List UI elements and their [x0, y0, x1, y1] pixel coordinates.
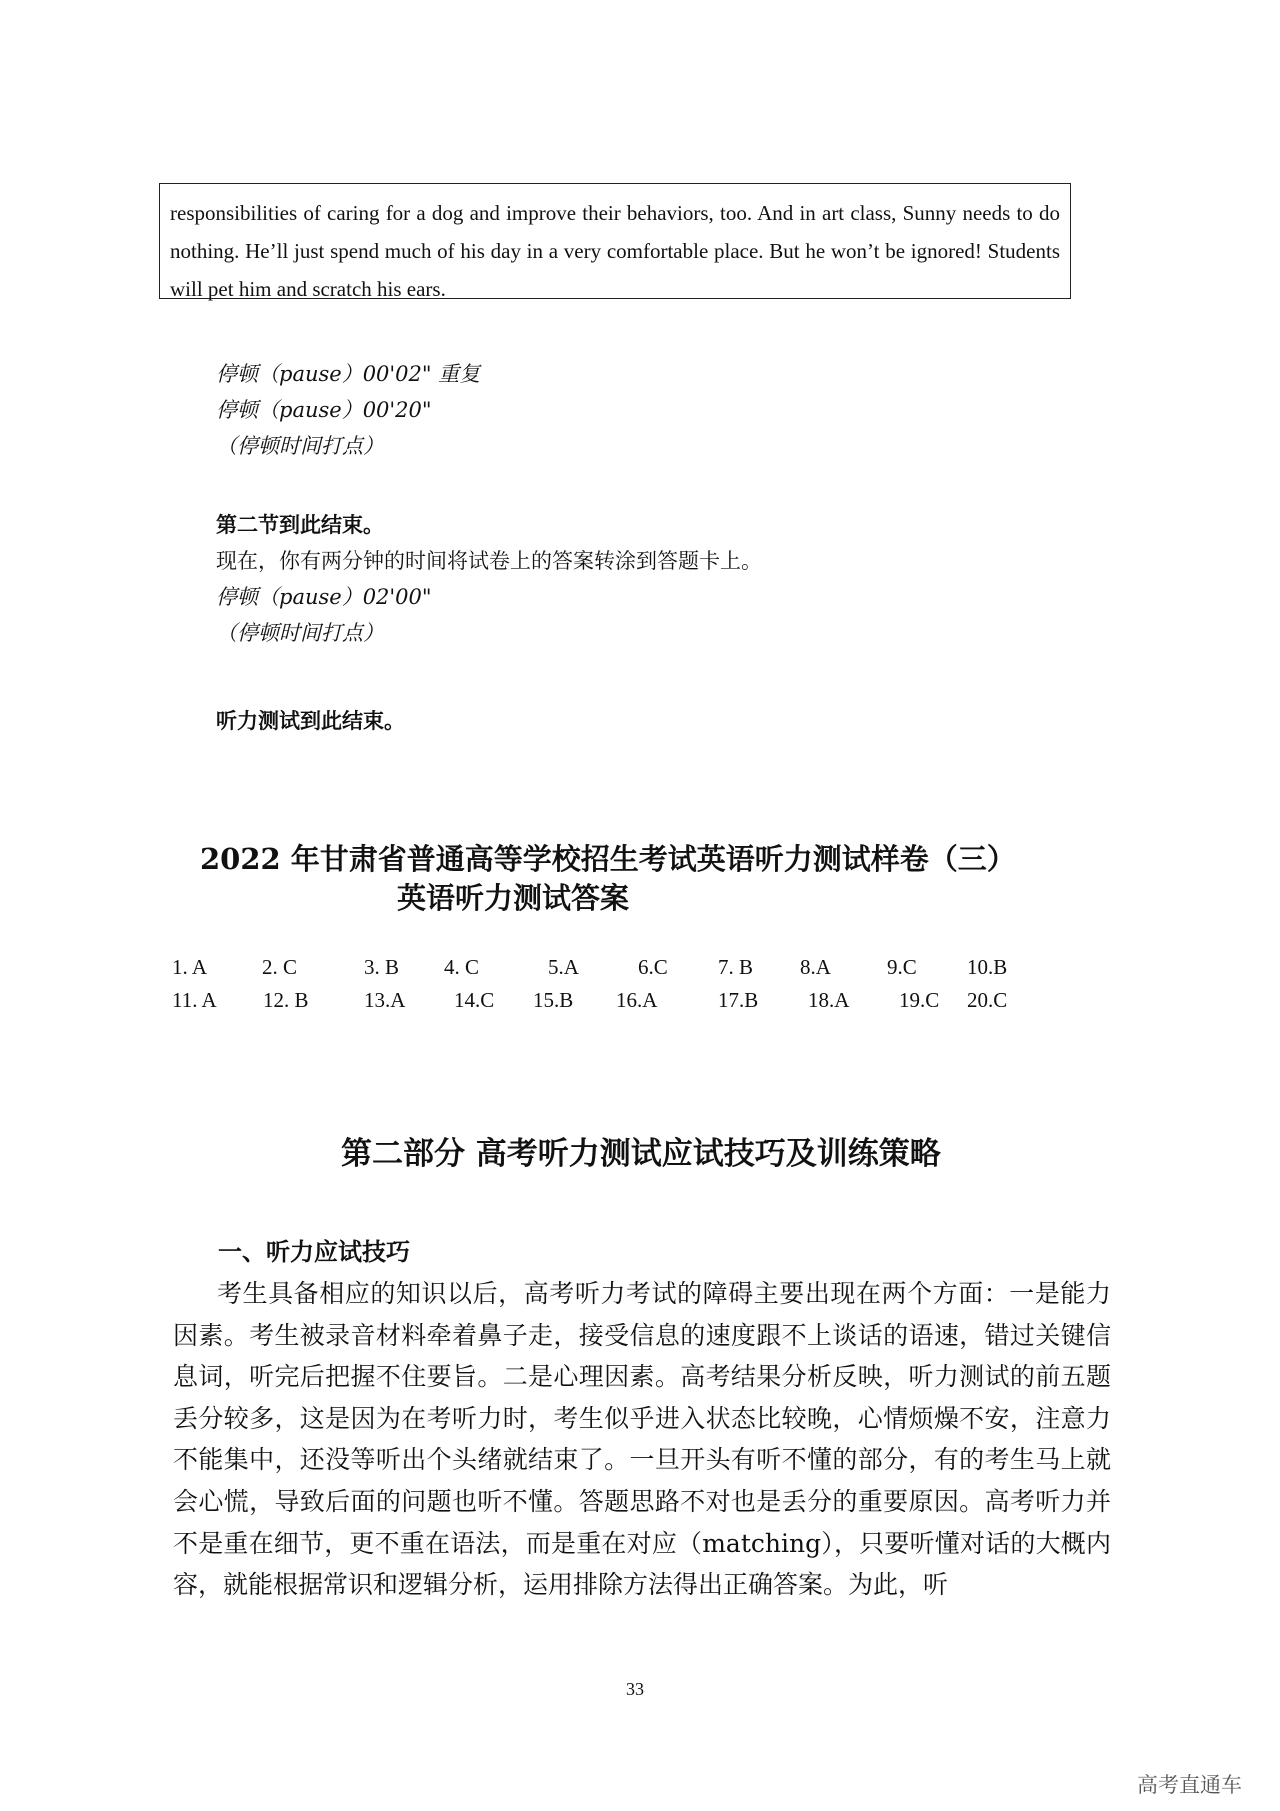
answer-item: 1. A	[172, 955, 208, 979]
answer-item: 10.B	[967, 955, 1008, 979]
pause-mark: （停顿时间打点）	[216, 621, 384, 645]
answer-item: 19.C	[899, 988, 940, 1012]
section-end-block	[216, 507, 762, 651]
part-two-title: 第二部分 高考听力测试应试技巧及训练策略	[341, 1136, 941, 1172]
answer-key-title: 2022 年甘肃省普通高等学校招生考试英语听力测试样卷（三）	[200, 842, 1016, 876]
answer-item: 3. B	[364, 955, 400, 979]
answer-item: 17.B	[718, 988, 759, 1012]
test-end-block	[216, 703, 405, 739]
answer-item: 2. C	[262, 955, 298, 979]
pause-line: 停顿（pause）00'20"	[216, 398, 432, 422]
section-heading: 一、听力应试技巧	[218, 1237, 410, 1266]
watermark: 高考直通车	[1137, 1773, 1242, 1797]
answer-item: 6.C	[638, 955, 668, 979]
answer-item: 11. A	[172, 988, 217, 1012]
answer-item: 18.A	[808, 988, 850, 1012]
answer-item: 5.A	[548, 955, 579, 979]
answer-item: 9.C	[887, 955, 917, 979]
paragraph-text: 考生具备相应的知识以后，高考听力考试的障碍主要出现在两个方面：一是能力因素。考生被录音材料牵着鼻子走，接受信息的速度跟不上谈话的语速，错过关键信息词，听完后把握不住要旨。二是心理因素。高考结果分析反映，听力测试的前五题丢分较多，这是因为在考听力时，考生似乎进入状态比较晚，心情烦燥不安，注意力不能集中，还没等听出个头绪就结束了。一旦开头有听不懂的部分，有的考生马上就会心慌，导致后面的问题也听不懂。答题思路不对也是丢分的重要原因。高考听力并不是重在细节，更不重在语法，而是重在对应（matching），只要听懂对话的大概内容，就能根据常识和逻辑分析，运用排除方法得出正确答案。为此，听	[173, 1279, 1111, 1600]
test-end-text: 听力测试到此结束。	[216, 708, 405, 733]
answer-item: 16.A	[616, 988, 658, 1012]
transcript-box	[159, 183, 1071, 299]
pause-block-1	[216, 356, 480, 464]
answer-item: 8.A	[800, 955, 831, 979]
answer-item: 7. B	[718, 955, 754, 979]
pause-line: 停顿（pause）00'02" 重复	[216, 362, 481, 386]
answer-item: 12. B	[263, 988, 309, 1012]
pause-line: 停顿（pause）02'00"	[216, 585, 432, 609]
page-number: 33	[626, 1679, 644, 1699]
answer-key-subtitle: 英语听力测试答案	[397, 881, 630, 915]
section-end-heading: 第二节到此结束。	[216, 512, 384, 537]
transcript-text: responsibilities of caring for a dog and improve their behaviors, too. And in art class, Sunny needs to do nothing. He’ll just spend much of his day in a very comfortable place. But he won’t be ignored! Students will pet him and scratch his ears.	[170, 201, 1060, 301]
answer-item: 4. C	[444, 955, 480, 979]
answer-item: 20.C	[967, 988, 1008, 1012]
transfer-instruction: 现在，你有两分钟的时间将试卷上的答案转涂到答题卡上。	[216, 549, 762, 573]
answer-item: 13.A	[364, 988, 406, 1012]
answer-item: 15.B	[533, 988, 574, 1012]
body-paragraph	[173, 1273, 1111, 1606]
answer-item: 14.C	[454, 988, 495, 1012]
pause-mark: （停顿时间打点）	[216, 434, 384, 458]
